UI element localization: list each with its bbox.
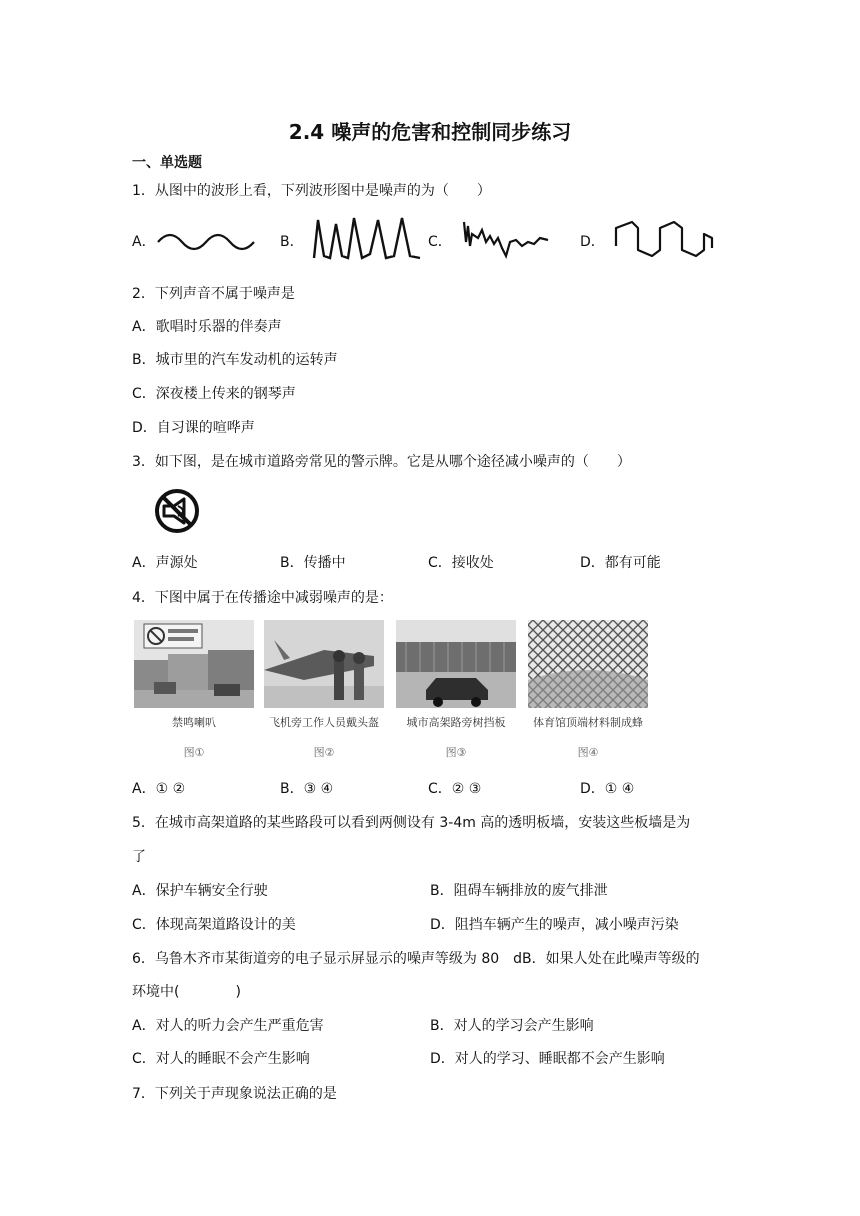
q2-option-c: C．深夜楼上传来的钢琴声: [132, 386, 296, 402]
question-2-stem: 2．下列声音不属于噪声是: [132, 286, 295, 302]
no-horn-sign-icon: [152, 488, 202, 534]
figure-4-label: 图④: [577, 746, 599, 759]
q4-option-c: C．② ③: [428, 781, 482, 797]
figure-2-label: 图②: [313, 746, 335, 759]
q1-wave-c: [460, 212, 552, 268]
q1-wave-d: [612, 218, 718, 258]
figure-4-photo: [528, 620, 648, 708]
figure-2-caption: 飞机旁工作人员戴头盔: [269, 716, 379, 729]
figure-1-photo: [134, 620, 254, 708]
figure-3-caption: 城市高架路旁树挡板: [406, 716, 506, 729]
page-title: 2.4 噪声的危害和控制同步练习: [288, 120, 572, 144]
figure-1-caption: 禁鸣喇叭: [172, 716, 216, 729]
figure-1-label: 图①: [183, 746, 205, 759]
q1-option-c: C．: [428, 234, 452, 250]
question-4-stem: 4．下图中属于在传播途中减弱噪声的是：: [132, 590, 393, 606]
q4-option-b: B．③ ④: [280, 781, 334, 797]
q2-option-d: D．自习课的喧哗声: [132, 420, 255, 436]
q6-option-c: C．对人的睡眠不会产生影响: [132, 1051, 310, 1067]
question-1-stem: 1．从图中的波形上看，下列波形图中是噪声的为（ ）: [132, 183, 491, 199]
q5-option-a: A．保护车辆安全行驶: [132, 883, 268, 899]
figure-3-photo: [396, 620, 516, 708]
q2-option-b: B．城市里的汽车发动机的运转声: [132, 352, 338, 368]
q3-option-b: B．传播中: [280, 555, 346, 571]
q6-option-b: B．对人的学习会产生影响: [430, 1018, 594, 1034]
q1-wave-b: [308, 210, 426, 262]
question-5-stem: 5．在城市高架道路的某些路段可以看到两侧设有 3-4m 高的透明板墙，安装这些板墙是为: [132, 815, 691, 831]
q1-option-a: A．: [132, 234, 156, 250]
q6-option-d: D．对人的学习、睡眠都不会产生影响: [430, 1051, 665, 1067]
figure-3-label: 图③: [445, 746, 467, 759]
q5-option-d: D．阻挡车辆产生的噪声，减小噪声污染: [430, 917, 679, 933]
q5-option-b: B．阻碍车辆排放的废气排泄: [430, 883, 608, 899]
question-6-stem-cont: 环境中( ): [132, 984, 241, 1000]
q1-wave-a: [156, 222, 262, 258]
question-7-stem: 7．下列关于声现象说法正确的是: [132, 1086, 337, 1102]
q3-option-a: A．声源处: [132, 555, 198, 571]
q5-option-c: C．体现高架道路设计的美: [132, 917, 296, 933]
figure-4-caption: 体育馆顶端材料制成蜂: [533, 716, 643, 729]
section-heading: 一、单选题: [132, 155, 202, 171]
question-6-stem: 6．乌鲁木齐市某街道旁的电子显示屏显示的噪声等级为 80 dB．如果人处在此噪声等级的: [132, 951, 700, 967]
q6-option-a: A．对人的听力会产生严重危害: [132, 1018, 324, 1034]
figure-2-photo: [264, 620, 384, 708]
q3-option-c: C．接收处: [428, 555, 494, 571]
q4-option-d: D．① ④: [580, 781, 635, 797]
q3-option-d: D．都有可能: [580, 555, 661, 571]
q4-option-a: A．① ②: [132, 781, 186, 797]
q1-option-d: D．: [580, 234, 605, 250]
q2-option-a: A．歌唱时乐器的伴奏声: [132, 319, 282, 335]
question-5-stem-cont: 了: [132, 849, 146, 865]
q1-option-b: B．: [280, 234, 304, 250]
question-3-stem: 3．如下图，是在城市道路旁常见的警示牌。它是从哪个途径减小噪声的（ ）: [132, 454, 631, 470]
